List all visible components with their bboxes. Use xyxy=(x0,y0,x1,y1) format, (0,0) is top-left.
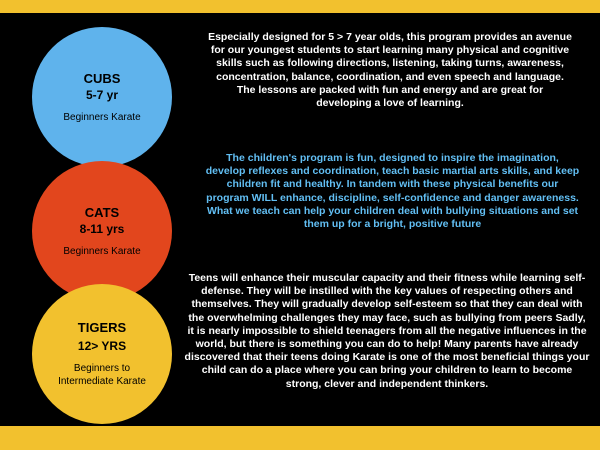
tigers-level: Beginners to Intermediate Karate xyxy=(58,363,146,387)
cats-age: 8-11 yrs xyxy=(79,221,125,236)
cats-badge xyxy=(32,161,172,301)
cubs-age: 5-7 yr xyxy=(85,87,119,102)
cats-title: CATS xyxy=(84,204,120,220)
cubs-level: Beginners Karate xyxy=(63,111,141,123)
tigers-age: 12> YRS xyxy=(77,339,127,353)
top-accent-bar xyxy=(0,0,600,13)
bottom-accent-bar xyxy=(0,426,600,450)
cubs-description: Especially designed for 5 > 7 year olds, this program provides an avenue for our youngest students to start learning many physical and cognitive skills such as following directions, listening, taking turns, awareness, concentration, balance, coordination, and even speech and language. The lessons are packed with fun and energy and are great for developing a love of learning. xyxy=(208,31,572,110)
cats-description: The children's program is fun, designed to inspire the imagination, develop reflexes and coordination, teach basic martial arts skills, and keep children fit and healthy. In tandem with these physical benefits our program WILL enhance, discipline, self-confidence and danger awareness. What we teach can help your children deal with bullying situations and set them up for a bright, positive future xyxy=(205,152,580,231)
tigers-badge xyxy=(32,284,172,424)
cubs-title: CUBS xyxy=(83,70,121,86)
tigers-description: Teens will enhance their muscular capacity and their fitness while learning self-defense. They will be instilled with the key values of respecting others and themselves. They will gradually develop self-esteem so that they can deal with the overwhelming challenges they may face, such as bullying from peers Sadly, it is nearly impossible to shield teenagers from all the negative influences in the world, but there is something you can do to help! Many parents have already discovered that their teens doing Karate is one of the most beneficial things your child can do a place where you can bring your children to learn to become strong, clever and independent thinkers. xyxy=(184,272,590,390)
cubs-badge xyxy=(32,27,172,167)
tigers-title: TIGERS xyxy=(77,320,127,335)
cats-level: Beginners Karate xyxy=(63,245,141,257)
